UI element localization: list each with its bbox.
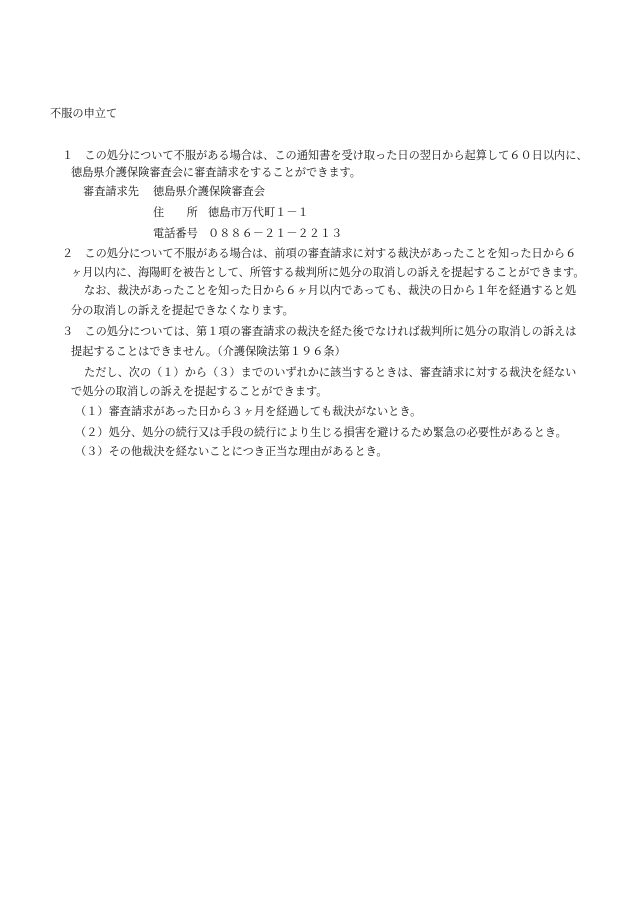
address-value: 徳島市万代町１－１: [208, 206, 309, 219]
document-title: 不服の申立て: [50, 107, 118, 120]
section2-line2: ヶ月以内に、海陽町を被告として、所管する裁判所に処分の取消しの訴えを提起することができます。: [71, 266, 585, 279]
section3-line1: ３ この処分については、第１項の審査請求の裁決を経た後でなければ裁判所に処分の取消しの訴えは: [62, 325, 577, 338]
section3-item2: （２）処分、処分の続行又は手段の続行により生じる損害を避けるため緊急の必要性があるとき。: [75, 426, 567, 439]
section3-line2: 提起することはできません。（介護保険法第１９６条）: [71, 345, 346, 358]
section3-item3: （３）その他裁決を経ないことにつき正当な理由があるとき。: [75, 445, 388, 458]
section2-line3: なお、裁決があったことを知った日から６ヶ月以内であっても、裁決の日から１年を経過すると処: [84, 284, 577, 297]
recipient-label: 審査請求先: [83, 185, 139, 198]
phone-label: 電話番号: [153, 227, 198, 240]
section3-item1: （１）審査請求があった日から３ヶ月を経過しても裁決がないとき。: [75, 405, 422, 418]
section3-line4: で処分の取消しの訴えを提起することができます。: [71, 385, 328, 398]
phone-value: ０８８６－２１－２２１３: [208, 227, 343, 240]
section1-line2: 徳島県介護保険審査会に審査請求をすることができます。: [71, 166, 361, 179]
section1-line1: １ この処分について不服がある場合は、この通知書を受け取った日の翌日から起算して６０日以内に、: [62, 149, 588, 162]
recipient-name: 徳島県介護保険審査会: [153, 185, 265, 198]
section2-line1: ２ この処分について不服がある場合は、前項の審査請求に対する裁決があったことを知った日から６: [62, 247, 577, 260]
address-label: 住 所: [153, 206, 198, 219]
section3-line3: ただし、次の（１）から（３）までのいずれかに該当するときは、審査請求に対する裁決を経ない: [84, 366, 577, 379]
section2-line4: 分の取消しの訴えを提起できなくなります。: [71, 304, 294, 317]
